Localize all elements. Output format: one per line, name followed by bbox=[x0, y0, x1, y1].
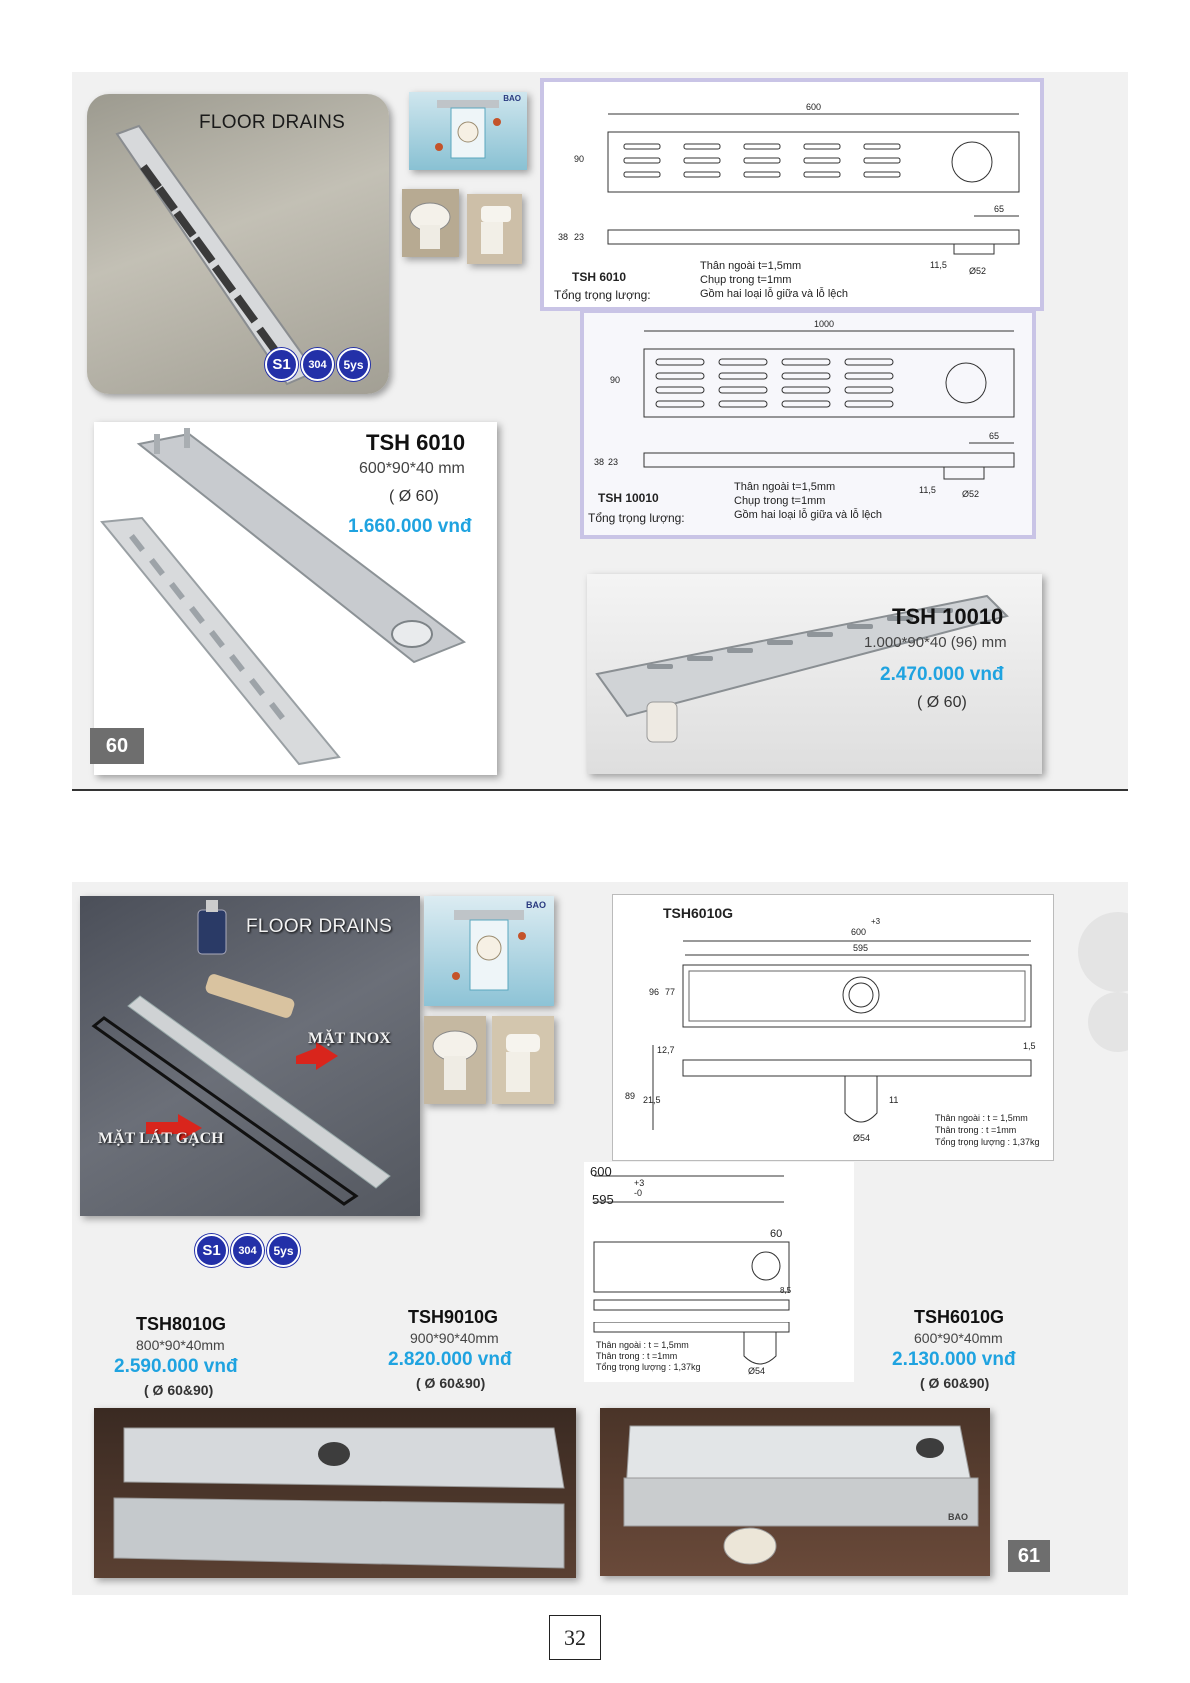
product-price: 1.660.000 vnđ bbox=[348, 516, 472, 537]
technical-drawing-6010 bbox=[540, 78, 1044, 311]
drawing-model: TSH 10010 bbox=[598, 491, 659, 505]
detail-dim-60: 60 bbox=[770, 1228, 783, 1240]
certification-badges bbox=[195, 1234, 300, 1267]
dim-length-top: 600 bbox=[851, 927, 867, 937]
dim-89: 89 bbox=[625, 1091, 636, 1101]
trap-insert-photo-1 bbox=[402, 189, 459, 257]
product-name-8010g: TSH8010G bbox=[136, 1314, 227, 1334]
product-name: TSH 6010 bbox=[366, 430, 466, 455]
drawing-title: TSH6010G bbox=[663, 905, 734, 921]
technical-drawing-10010 bbox=[580, 309, 1036, 539]
dim-1-5: 1,5 bbox=[1023, 1041, 1036, 1051]
product-price-6010g: 2.130.000 vnđ bbox=[892, 1349, 1016, 1370]
dim-length: 600 bbox=[806, 102, 822, 112]
trap-insert-image-1 bbox=[402, 189, 459, 257]
detail-dim-8-5: 8,5 bbox=[780, 1286, 792, 1295]
technical-drawing-6010g bbox=[612, 894, 1054, 1161]
tile-drain-image bbox=[80, 896, 420, 1216]
spec-types: Gồm hai loại lỗ giữa và lỗ lệch bbox=[734, 509, 882, 521]
badge-304: 304 bbox=[301, 348, 334, 381]
detail-tol-top: +3 bbox=[634, 1178, 645, 1188]
detail-spec-inner: Thân trong : t =1mm bbox=[596, 1351, 678, 1361]
trap-diagram-thumbnail bbox=[424, 896, 554, 1006]
product-name-6010g: TSH6010G bbox=[914, 1307, 1005, 1327]
detail-spec-outer: Thân ngoài : t = 1,5mm bbox=[596, 1340, 689, 1350]
dim-width-outer: 96 bbox=[649, 987, 660, 997]
product-dimensions-10010: 1.000*90*40 (96) mm bbox=[864, 634, 1007, 651]
dim-outlet-height: 11,5 bbox=[919, 485, 936, 495]
dim-side-1: 38 bbox=[594, 457, 605, 467]
product-dimensions-6010g: 600*90*40mm bbox=[914, 1330, 1003, 1346]
spec-inner: Thân trong : t =1mm bbox=[935, 1125, 1017, 1135]
trap-insert-image-2 bbox=[467, 194, 522, 264]
product-diameter-10010: ( Ø 60) bbox=[917, 694, 967, 711]
decorative-gear bbox=[1078, 912, 1128, 992]
certification-badges bbox=[265, 348, 370, 381]
brand-logo: BAO bbox=[526, 900, 546, 910]
dim-side-2: 23 bbox=[574, 232, 585, 242]
trap-insert-image-1 bbox=[424, 1016, 486, 1104]
detail-dim-600: 600 bbox=[590, 1164, 612, 1179]
photo-caption: FLOOR DRAINS bbox=[246, 916, 393, 937]
dim-side-2: 23 bbox=[608, 457, 619, 467]
product-diameter-8010g: ( Ø 60&90) bbox=[144, 1382, 214, 1398]
product-price-10010: 2.470.000 vnđ bbox=[880, 664, 1004, 685]
dim-width-inner: 77 bbox=[665, 987, 676, 997]
catalog-slide-60 bbox=[72, 72, 1128, 791]
spec-outer: Thân ngoài : t = 1,5mm bbox=[935, 1113, 1028, 1123]
catalog-slide-61 bbox=[72, 882, 1128, 1595]
dim-outlet-height: 11,5 bbox=[930, 260, 947, 270]
decorative-gear bbox=[1088, 992, 1128, 1052]
trap-insert-photo-2 bbox=[492, 1016, 554, 1104]
trap-diagram-image bbox=[424, 896, 554, 1006]
tsh6010g-product-image bbox=[600, 1408, 990, 1576]
document-page-number: 32 bbox=[549, 1615, 601, 1660]
product-photo-tsh6010g bbox=[600, 1408, 990, 1576]
detail-dim-595: 595 bbox=[592, 1192, 614, 1207]
drawing-model: TSH 6010 bbox=[572, 270, 627, 284]
product-price-8010g: 2.590.000 vnđ bbox=[114, 1356, 238, 1377]
spec-outer: Thân ngoài t=1,5mm bbox=[700, 260, 802, 272]
detail-drawing-lines bbox=[584, 1162, 854, 1322]
badge-5ys: 5ys bbox=[267, 1234, 300, 1267]
trap-insert-image-2 bbox=[492, 1016, 554, 1104]
weight-label: Tổng trọng lượng: bbox=[588, 511, 685, 525]
dim-length: 1000 bbox=[814, 319, 835, 329]
trap-diagram-image bbox=[409, 92, 527, 170]
badge-s1: S1 bbox=[195, 1234, 228, 1267]
dim-outlet-dia: Ø54 bbox=[853, 1133, 871, 1143]
product-price-9010g: 2.820.000 vnđ bbox=[388, 1349, 512, 1370]
product-name-10010: TSH 10010 bbox=[892, 604, 1004, 629]
dim-21-5: 21,5 bbox=[643, 1095, 661, 1105]
dim-width: 90 bbox=[610, 375, 621, 385]
detail-tol-bottom: -0 bbox=[634, 1188, 643, 1198]
dim-outlet-dia: Ø52 bbox=[962, 489, 980, 499]
product-diameter-9010g: ( Ø 60&90) bbox=[416, 1375, 486, 1391]
label-stainless-surface: MẶT INOX bbox=[308, 1030, 391, 1047]
product-diameter: ( Ø 60) bbox=[389, 488, 439, 505]
spec-weight: Tổng trọng lượng : 1,37kg bbox=[935, 1137, 1040, 1147]
trap-diagram-thumbnail bbox=[409, 92, 527, 170]
detail-outlet-dia: Ø54 bbox=[748, 1366, 766, 1376]
slide-page-number: 61 bbox=[1008, 1540, 1050, 1572]
detail-drawing-outlet bbox=[584, 1322, 854, 1382]
product-diameter-6010g: ( Ø 60&90) bbox=[920, 1375, 990, 1391]
product-dimensions-8010g: 800*90*40mm bbox=[136, 1337, 225, 1353]
dim-side-1: 38 bbox=[558, 232, 569, 242]
dim-12-7: 12,7 bbox=[657, 1045, 675, 1055]
detail-drawing-6010g bbox=[584, 1162, 854, 1322]
brand-logo: BAO bbox=[503, 94, 521, 103]
product-dimensions-9010g: 900*90*40mm bbox=[410, 1330, 499, 1346]
photo-caption: FLOOR DRAINS bbox=[199, 112, 346, 133]
spec-inner: Chụp trong t=1mm bbox=[700, 274, 792, 286]
dim-11: 11 bbox=[889, 1095, 899, 1105]
product-photo-tsh9010g bbox=[94, 1408, 576, 1578]
brand-logo: BAO bbox=[948, 1512, 968, 1522]
product-name-9010g: TSH9010G bbox=[408, 1307, 499, 1327]
spec-types: Gồm hai loại lỗ giữa và lỗ lệch bbox=[700, 288, 848, 300]
dim-width: 90 bbox=[574, 154, 585, 164]
detail-spec-weight: Tổng trọng lượng : 1,37kg bbox=[596, 1362, 701, 1372]
floor-drain-photo bbox=[87, 94, 389, 394]
product-dimensions: 600*90*40 mm bbox=[359, 460, 465, 477]
dim-length-inner: 595 bbox=[853, 943, 869, 953]
dim-tolerance-top: +3 bbox=[871, 917, 881, 926]
badge-s1: S1 bbox=[265, 348, 298, 381]
spec-outer: Thân ngoài t=1,5mm bbox=[734, 481, 836, 493]
weight-label: Tổng trọng lượng: bbox=[554, 288, 651, 302]
trap-insert-photo-2 bbox=[467, 194, 522, 264]
dim-outlet-offset: 65 bbox=[994, 204, 1005, 214]
slide-page-number: 60 bbox=[90, 728, 144, 764]
dim-outlet-dia: Ø52 bbox=[969, 266, 987, 276]
trap-insert-photo-1 bbox=[424, 1016, 486, 1104]
spec-inner: Chụp trong t=1mm bbox=[734, 495, 826, 507]
floor-drain-tile-photo bbox=[80, 896, 420, 1216]
label-tile-surface: MẶT LÁT GẠCH bbox=[98, 1130, 224, 1147]
dim-outlet-offset: 65 bbox=[989, 431, 1000, 441]
badge-5ys: 5ys bbox=[337, 348, 370, 381]
tsh9010g-product-image bbox=[94, 1408, 576, 1578]
badge-304: 304 bbox=[231, 1234, 264, 1267]
product-card-tsh6010 bbox=[94, 422, 497, 775]
